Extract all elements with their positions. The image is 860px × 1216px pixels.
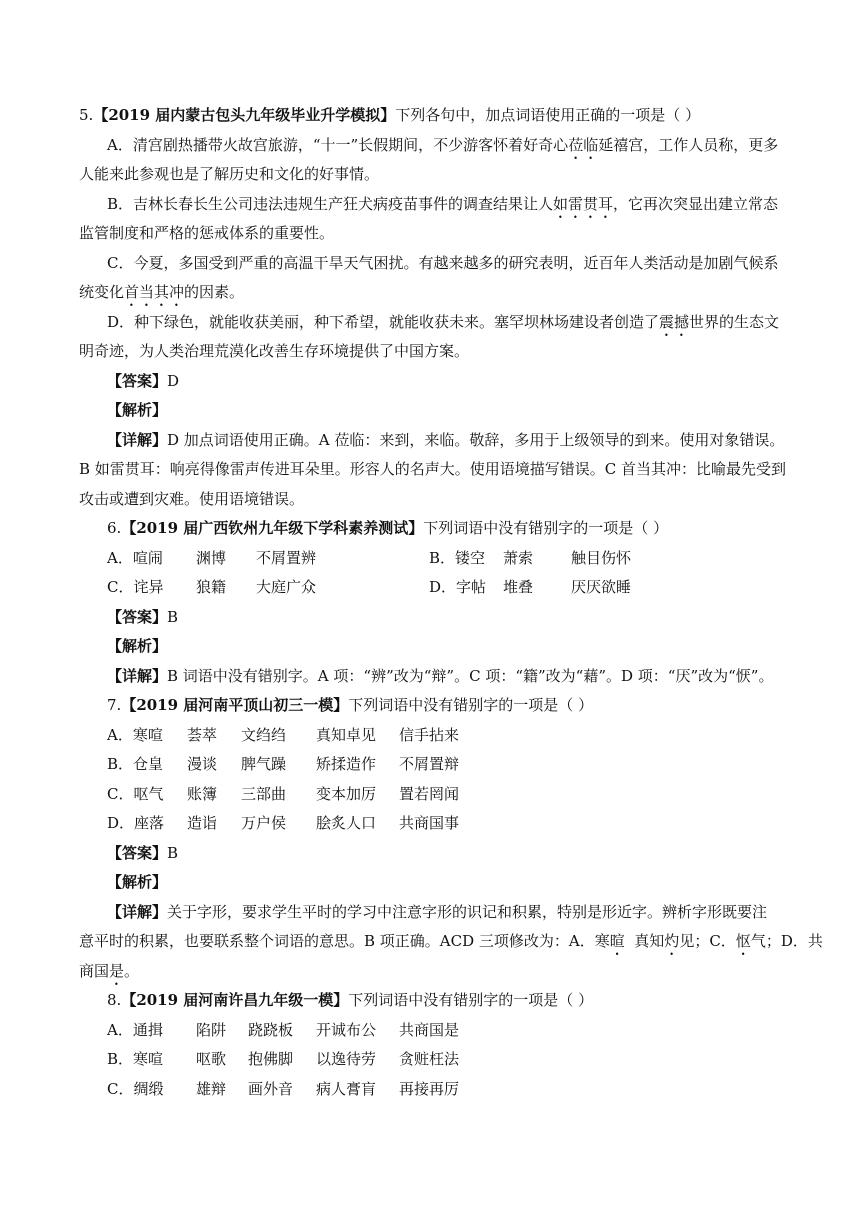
q7-option-d-word-2: 造诣 <box>187 814 218 832</box>
q8-option-b-word-3: 抱佛脚 <box>248 1050 294 1068</box>
q7-option-b-word-5: 不屑置辩 <box>399 755 460 773</box>
q8-option-c-word-3: 画外音 <box>248 1080 294 1098</box>
q8-option-c-word-4: 病人膏肓 <box>316 1080 377 1098</box>
q5-b-text-end: ，它再次突显出建立常态 <box>613 195 779 213</box>
q7-detail-dotted-2: 灼 <box>664 932 680 950</box>
q7-answer-label: 【答案】 <box>107 844 168 862</box>
q7-option-a-word-2: 荟萃 <box>187 726 218 744</box>
q7-option-a-word-5: 信手拈来 <box>399 726 460 744</box>
q5-source: 【2019 届内蒙古包头九年级毕业升学模拟】 <box>93 106 396 124</box>
q8-source: 【2019 届河南许昌九年级一模】 <box>121 991 349 1009</box>
q7-detail-label: 【详解】 <box>107 903 168 921</box>
q6-option-a-word-3: 不屑置辨 <box>256 549 317 567</box>
q7-stem <box>107 694 788 716</box>
q7-detail-cont-1 <box>79 930 823 959</box>
q7-option-a-word-4: 真知卓见 <box>316 726 377 744</box>
q6-option-c-word-1: C．诧异 <box>107 578 164 596</box>
q6-option-a-word-1: A．喧闹 <box>107 549 163 567</box>
q6-option-d-word-3: 厌厌欲睡 <box>571 578 632 596</box>
q5-d-text-end: 世界的生态文 <box>689 313 780 331</box>
q8-stem <box>107 989 788 1011</box>
q5-detail-text: D 加点词语使用正确。A 莅临：来到，来临。敬辞，多用于上级领导的到来。使用对象错误。 <box>167 431 785 449</box>
q7-detail-text-7: 。 <box>124 962 140 980</box>
q7-detail-text: 关于字形，要求学生平时的学习中注意字形的识记和积累，特别是形近字。辨析字形既要注 <box>167 903 768 921</box>
q6-analysis-label: 【解析】 <box>107 637 168 655</box>
q6-answer-label: 【答案】 <box>107 608 168 626</box>
q8-option-a-word-3: 跷跷板 <box>248 1021 294 1039</box>
q8-option-c-word-2: 雄辩 <box>196 1080 227 1098</box>
q7-option-b-word-1: B．仓皇 <box>107 755 164 773</box>
q6-detail-label: 【详解】 <box>107 667 168 685</box>
q5-answer-value: D <box>167 372 180 390</box>
q5-stem <box>79 104 788 126</box>
q8-option-a-word-4: 开诚布公 <box>316 1021 377 1039</box>
q5-a-text: A．清宫剧热播带火故宫旅游，“十一”长假期间，不少游客怀着好奇心 <box>107 136 569 154</box>
q5-option-d <box>107 311 788 340</box>
q5-option-c: C．今夏，多国受到严重的高温干旱天气困扰。有越来越多的研究表明，近百年人类活动是加剧气候系 <box>107 254 779 272</box>
q7-answer-value: B <box>167 844 179 862</box>
q7-detail-text-5: 气；D．共 <box>750 932 823 950</box>
q5-option-d-cont: 明奇迹，为人类治理荒漠化改善生存环境提供了中国方案。 <box>79 342 470 360</box>
q7-stem-text: 下列词语中没有错别字的一项是（ ） <box>348 696 594 714</box>
q6-analysis <box>107 635 788 657</box>
q5-detail-cont-1: B 如雷贯耳：响亮得像雷声传进耳朵里。形容人的名声大。使用语境描写错误。C 首当其冲：比喻最先受到 <box>79 460 787 478</box>
q7-detail-dotted-1: 暄 <box>609 932 625 950</box>
q5-d-text: D．种下绿色，就能收获美丽，种下希望，就能收获未来。塞罕坝林场建设者创造了 <box>107 313 660 331</box>
q6-option-c-word-2: 狼籍 <box>196 578 227 596</box>
q6-detail-text: B 词语中没有错别字。A 项：“辨”改为“辩”。C 项：“籍”改为“藉”。D 项：“厌”改为“恹”。 <box>167 667 774 685</box>
q5-option-b <box>107 193 788 222</box>
q7-answer <box>107 842 788 864</box>
q7-detail-cont-2 <box>79 960 788 989</box>
q7-option-d-word-1: D．座落 <box>107 814 165 832</box>
q5-a-dotted: 莅临 <box>568 136 599 154</box>
q5-c-dotted: 首当其冲 <box>124 283 185 301</box>
q5-detail <box>107 429 788 451</box>
q5-option-a <box>107 134 788 163</box>
q7-detail-text-3: 真知 <box>624 932 665 950</box>
q6-option-a-word-2: 渊博 <box>196 549 227 567</box>
q5-stem-text: 下列各句中，加点词语使用正确的一项是（ ） <box>395 106 701 124</box>
q7-option-c-word-3: 三部曲 <box>241 785 287 803</box>
q7-source: 【2019 届河南平顶山初三一模】 <box>121 696 349 714</box>
q7-analysis-label: 【解析】 <box>107 873 168 891</box>
q7-option-d-word-5: 共商国事 <box>399 814 460 832</box>
q5-detail-label: 【详解】 <box>107 431 168 449</box>
q6-option-b-word-2: 萧索 <box>503 549 534 567</box>
q5-detail-cont-2: 攻击或遭到灾难。使用语境错误。 <box>79 490 305 508</box>
q6-detail <box>107 665 788 687</box>
q7-option-b-word-3: 脾气躁 <box>241 755 287 773</box>
q7-option-d-word-3: 万户侯 <box>241 814 287 832</box>
q7-number: 7. <box>107 696 122 714</box>
q6-option-c-word-3: 大庭广众 <box>256 578 317 596</box>
q6-stem-text: 下列词语中没有错别字的一项是（ ） <box>423 519 669 537</box>
q7-analysis <box>107 871 788 893</box>
q7-option-d-word-4: 脍炙人口 <box>316 814 377 832</box>
q6-option-d-word-2: 堆叠 <box>503 578 534 596</box>
q8-option-b-word-1: B．寒喧 <box>107 1050 164 1068</box>
q5-option-b-cont: 监管制度和严格的惩戒体系的重要性。 <box>79 224 335 242</box>
q5-d-dotted: 震撼 <box>659 313 690 331</box>
q7-detail <box>107 901 788 923</box>
q5-c-text-end: 的因素。 <box>184 283 245 301</box>
q6-option-d-word-1: D．字帖 <box>429 578 487 596</box>
q7-detail-text-2: 意平时的积累，也要联系整个词语的意思。B 项正确。ACD 三项修改为：A．寒 <box>79 932 610 950</box>
q6-option-b-word-3: 触目伤怀 <box>571 549 632 567</box>
q5-c-text: 统变化 <box>79 283 125 301</box>
q7-option-c-word-2: 账簿 <box>187 785 218 803</box>
q8-option-c-word-5: 再接再厉 <box>399 1080 460 1098</box>
q7-detail-dotted-4: 是 <box>109 962 125 980</box>
q6-answer-value: B <box>167 608 179 626</box>
q7-option-a-word-3: 文绉绉 <box>241 726 287 744</box>
q8-number: 8. <box>107 991 122 1009</box>
q5-b-text: B．吉林长春长生公司违法违规生产狂犬病疫苗事件的调查结果让人 <box>107 195 554 213</box>
q5-b-dotted: 如雷贯耳 <box>553 195 614 213</box>
q8-option-a-word-1: A．通揖 <box>107 1021 163 1039</box>
q5-analysis <box>107 399 788 421</box>
q7-detail-dotted-3: 怄 <box>735 932 751 950</box>
q5-analysis-label: 【解析】 <box>107 401 168 419</box>
q7-option-b-word-2: 漫谈 <box>187 755 218 773</box>
q7-detail-text-6: 商国 <box>79 962 110 980</box>
q5-number: 5. <box>79 106 94 124</box>
q8-option-b-word-4: 以逸待劳 <box>316 1050 377 1068</box>
q5-answer-label: 【答案】 <box>107 372 168 390</box>
q7-detail-text-4: 见；C． <box>679 932 736 950</box>
q8-option-a-word-5: 共商国是 <box>399 1021 460 1039</box>
q6-answer <box>107 606 788 628</box>
q6-stem <box>107 517 788 539</box>
q8-option-c-word-1: C．绸缎 <box>107 1080 164 1098</box>
q8-option-b-word-5: 贪赃枉法 <box>399 1050 460 1068</box>
q7-option-c-word-1: C．呕气 <box>107 785 164 803</box>
q8-option-b-word-2: 呕歌 <box>196 1050 227 1068</box>
q5-a-text-end: 延禧宫，工作人员称，更多 <box>598 136 779 154</box>
q5-option-a-cont: 人能来此参观也是了解历史和文化的好事情。 <box>79 165 380 183</box>
q8-option-a-word-2: 陷阱 <box>196 1021 227 1039</box>
q6-source: 【2019 届广西钦州九年级下学科素养测试】 <box>121 519 424 537</box>
q7-option-c-word-5: 置若罔闻 <box>399 785 460 803</box>
q6-option-b-word-1: B．镂空 <box>429 549 486 567</box>
q5-option-c-cont <box>79 281 788 310</box>
q8-stem-text: 下列词语中没有错别字的一项是（ ） <box>348 991 594 1009</box>
q5-answer <box>107 370 788 392</box>
q7-option-a-word-1: A．寒喧 <box>107 726 163 744</box>
q7-option-c-word-4: 变本加厉 <box>316 785 377 803</box>
q6-number: 6. <box>107 519 122 537</box>
q7-option-b-word-4: 矫揉造作 <box>316 755 377 773</box>
